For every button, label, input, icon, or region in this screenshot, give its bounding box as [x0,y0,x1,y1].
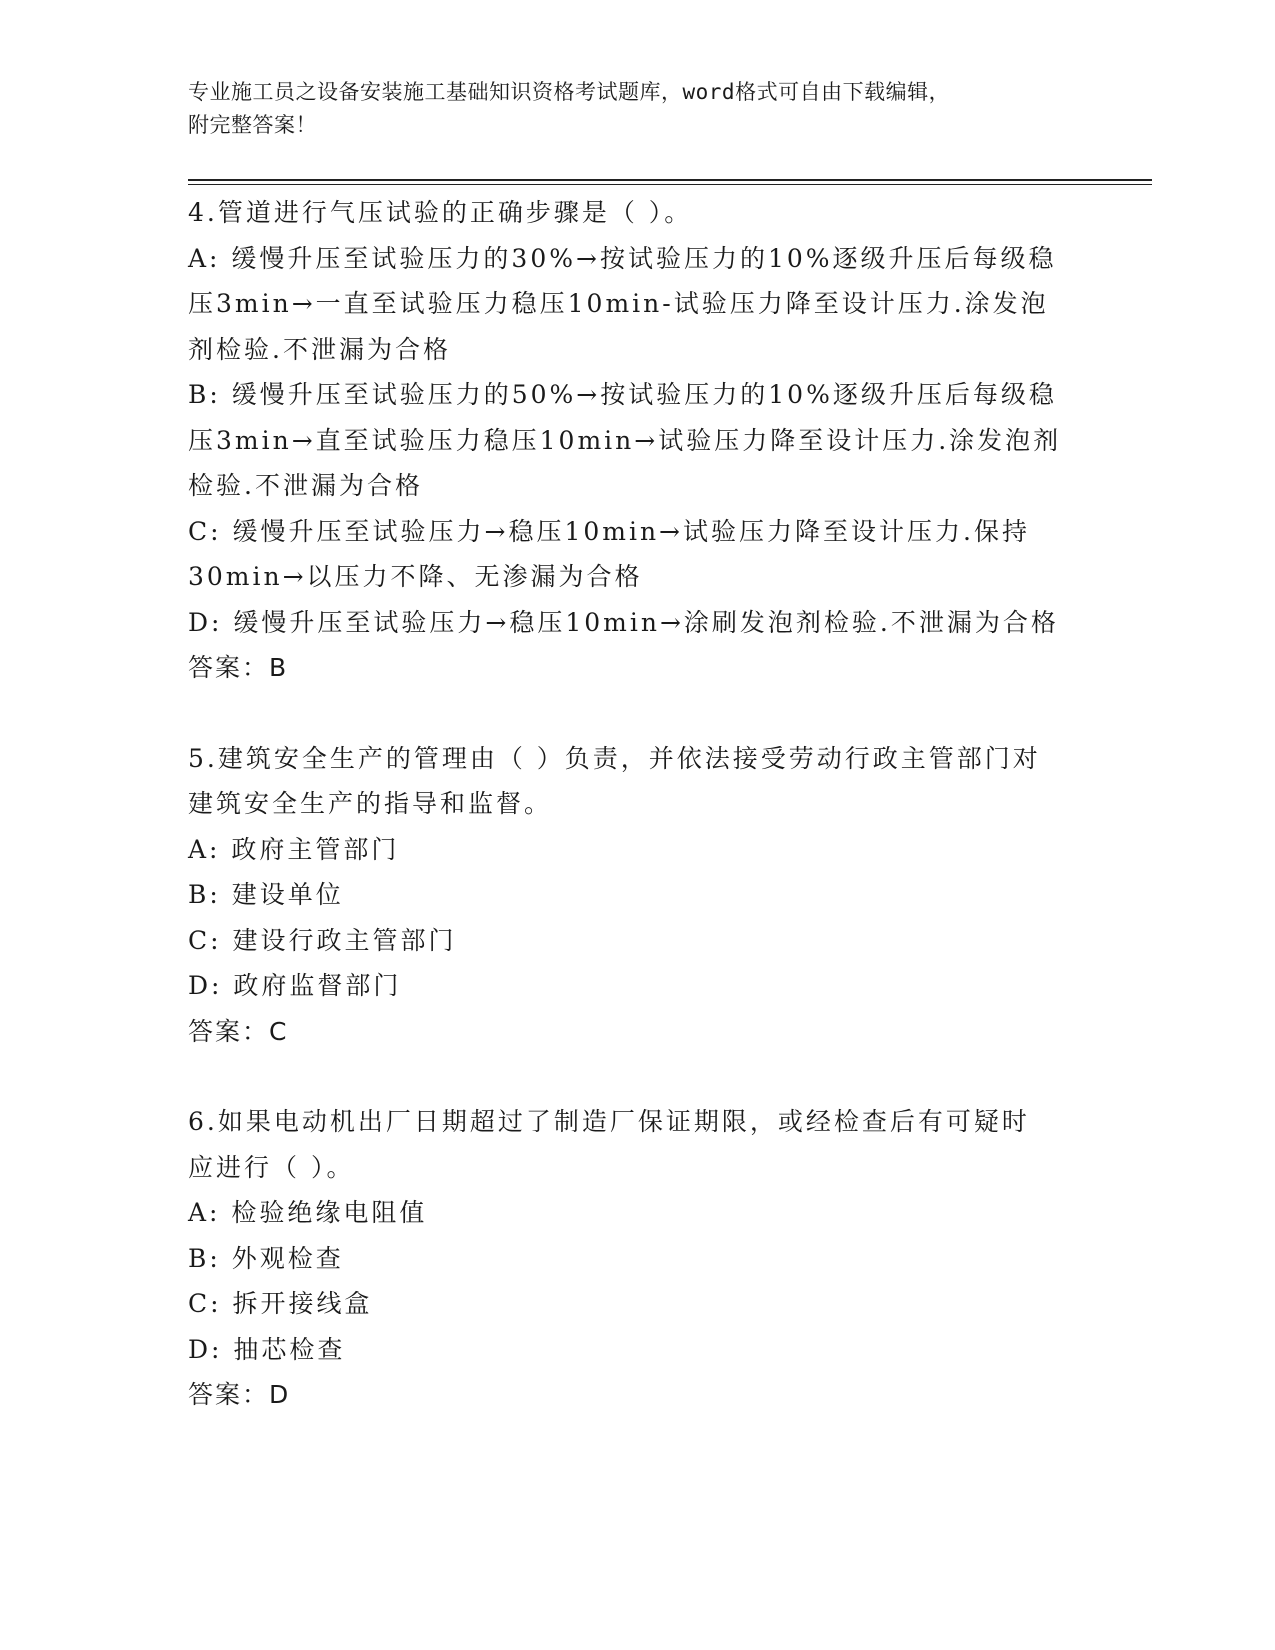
header-line-2: 附完整答案！ [188,113,317,137]
answer-label: 答案：D [188,1380,291,1409]
question-6 [188,1099,1088,1418]
option-text: D: 缓慢升压至试验压力→稳压10min→涂刷发泡剂检验.不泄漏为合格 [188,607,1059,637]
option-c: C: 建设行政主管部门 [188,925,457,955]
option-text: 压3min→直至试验压力稳压10min→试验压力降至设计压力.涂发泡剂 [188,425,1062,455]
question-stem: 4.管道进行气压试验的正确步骤是（ ）。 [188,198,693,227]
option-d [188,600,1088,646]
option-text: 检验.不泄漏为合格 [188,471,423,500]
option-text: C: 缓慢升压至试验压力→稳压10min→试验压力降至设计压力.保持 [188,516,1030,546]
question-stem: 建筑安全生产的指导和监督。 [188,789,553,818]
option-a: A: 政府主管部门 [188,834,400,864]
answer-label: 答案：B [188,653,289,682]
document-header [188,76,1068,142]
header-line-1: 专业施工员之设备安装施工基础知识资格考试题库，word格式可自由下载编辑， [188,80,951,104]
option-c [188,509,1088,600]
answer-label: 答案：C [188,1016,289,1046]
option-text: 压3min→一直至试验压力稳压10min-试验压力降至设计压力.涂发泡 [188,289,1049,318]
option-d: D: 抽芯检查 [188,1334,346,1364]
question-4 [188,190,1088,691]
question-stem: 应进行（ ）。 [188,1152,355,1182]
header-divider-thin [188,184,1152,185]
option-text: A: 缓慢升压至试验压力的30%→按试验压力的10%逐级升压后每级稳 [188,243,1057,273]
option-text: B: 缓慢升压至试验压力的50%→按试验压力的10%逐级升压后每级稳 [188,380,1057,409]
option-b: B: 外观检查 [188,1243,344,1273]
question-stem: 6.如果电动机出厂日期超过了制造厂保证期限，或经检查后有可疑时 [188,1107,1030,1136]
question-5 [188,736,1088,1055]
question-list [188,190,1088,1418]
option-a [188,236,1088,373]
option-a: A: 检验绝缘电阻值 [188,1198,428,1227]
option-c: C: 拆开接线盒 [188,1289,373,1318]
option-text: 剂检验.不泄漏为合格 [188,334,451,364]
option-b [188,372,1088,509]
question-stem: 5.建筑安全生产的管理由（ ）负责，并依法接受劳动行政主管部门对 [188,743,1041,773]
header-divider-thick [188,179,1152,181]
option-d: D: 政府监督部门 [188,971,402,1000]
option-b: B: 建设单位 [188,880,344,909]
option-text: 30min→以压力不降、无渗漏为合格 [188,562,643,591]
